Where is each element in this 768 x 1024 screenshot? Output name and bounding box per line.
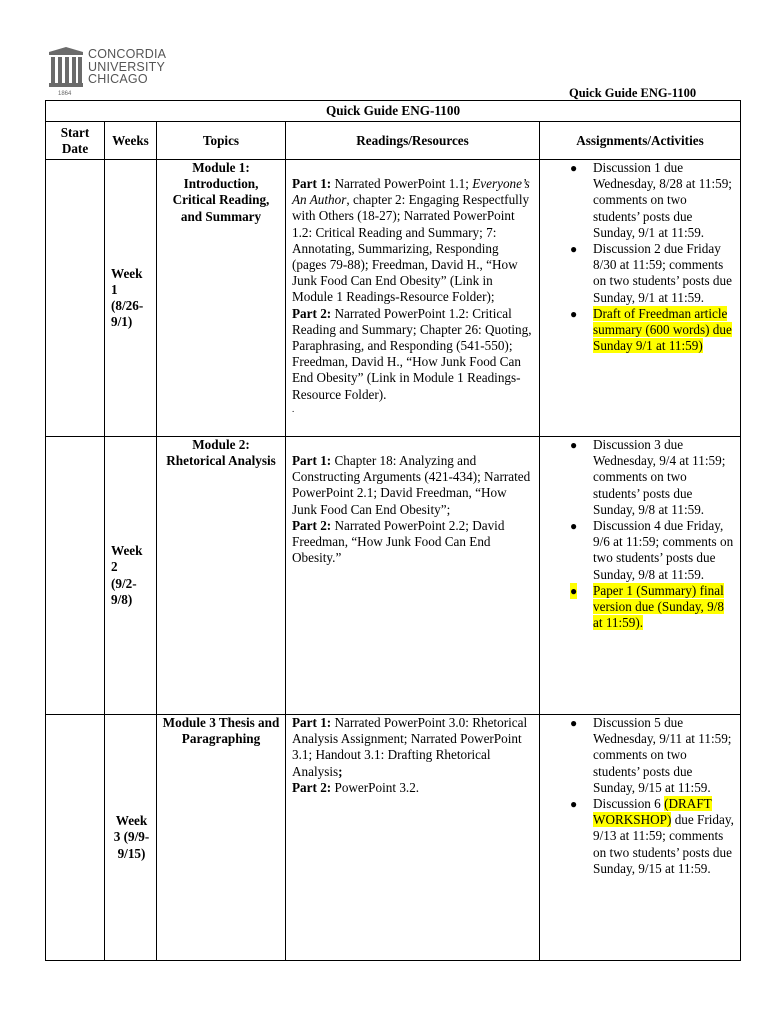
bullet-icon: ● <box>570 242 578 257</box>
table-row-week-1 <box>46 160 741 437</box>
list-item: ● Discussion 6 (DRAFT WORKSHOP) due Friday, 9/13 at 11:59; comments on two students’ posts due Sunday, 9/15 at 11:59. <box>570 796 734 876</box>
column-header-start-date: Start Date <box>46 122 105 160</box>
assignments-cell <box>540 160 741 437</box>
column-header-weeks: Weeks <box>105 122 157 160</box>
list-item: ● Discussion 5 due Wednesday, 9/11 at 11:59; comments on two students’ posts due Sunday, 9/15 at 11:59. <box>570 715 732 795</box>
readings-cell <box>286 715 540 961</box>
bullet-icon: ● <box>570 797 578 812</box>
bullet-icon: ● <box>570 438 578 452</box>
readings-cell: Part 1: Narrated PowerPoint 1.1; Everyone’s An Author, chapter 2: Engaging Respectfully with Others (18-27); Narrated PowerPoint 1.2: Critical Reading and Summary; 7: Annotating, Summarizing, Responding (pages 79-88); Freedman, David H., “How Junk Food Can End Obesity” (Link in Module 1 Readings-Resource Folder); Part 2: Narrated PowerPoint 1.2: Critical Reading and Summary; Chapter 26: Quoting, Paraphrasing, and Responding (541-550); Freedman, David H., “How Junk Food Can End Obesity” (Link in Module 1 Readings-Resource Folder). . <box>286 160 540 437</box>
bullet-icon: ● <box>570 161 578 175</box>
week-cell: Week 3 (9/9-9/15) <box>105 715 157 961</box>
readings-part-1: Part 1: Narrated PowerPoint 1.1; Everyone’s An Author, chapter 2: Engaging Respectfully with Others (18-27); Narrated PowerPoint 1.2: Critical Reading and Summary; 7: Annotating, Summarizing, Responding (pages 79-88); Freedman, David H., “How Junk Food Can End Obesity” (Link in Module 1 Readings-Resource Folder); <box>292 176 530 305</box>
start-date-cell <box>46 437 105 715</box>
readings-part-1: Part 1: Narrated PowerPoint 3.0: Rhetorical Analysis Assignment; Narrated PowerPoint 3.1; Handout 3.1: Drafting Rhetorical Analysis; <box>292 715 528 779</box>
week-cell: Week 1 (8/26-9/1) <box>105 160 157 437</box>
bullet-icon: ● <box>570 583 578 598</box>
column-header-topics: Topics <box>157 122 286 160</box>
bullet-icon: ● <box>570 306 578 321</box>
bullet-icon: ● <box>570 716 578 730</box>
topic-cell: Module 3 Thesis and Paragraphing <box>157 715 286 961</box>
list-item: ● Discussion 2 due Friday 8/30 at 11:59; comments on two students’ posts due Sunday, 9/1 at 11:59. <box>570 241 732 305</box>
list-item: ● Discussion 1 due Wednesday, 8/28 at 11:59; comments on two students’ posts due Sunday, 9/1 at 11:59. <box>570 160 732 240</box>
topic-cell: Module 2: Rhetorical Analysis <box>157 437 286 715</box>
logo-year: 1864 <box>58 91 72 97</box>
assignments-cell <box>540 715 741 961</box>
table-row-week-2 <box>46 437 741 715</box>
column-header-assignments: Assignments/Activities <box>540 122 741 160</box>
logo-wordmark: CONCORDIA UNIVERSITY CHICAGO <box>88 47 167 86</box>
readings-part-1: Part 1: Chapter 18: Analyzing and Constructing Arguments (421-434); Narrated PowerPoint 2.1; David Freedman, “How Junk Food Can End Obesity”; <box>292 453 531 517</box>
assignments-cell <box>540 437 741 715</box>
topic-cell: Module 1: Introduction, Critical Reading, and Summary <box>157 160 286 437</box>
bullet-icon: ● <box>570 519 578 534</box>
list-item: ● Paper 1 (Summary) final version due (Sunday, 9/8 at 11:59). <box>570 582 724 631</box>
table-row-week-3 <box>46 715 741 961</box>
week-cell: Week 2 (9/2-9/8) <box>105 437 157 715</box>
readings-cell <box>286 437 540 715</box>
list-item: ● Draft of Freedman article summary (600 words) due Sunday 9/1 at 11:59) <box>570 305 732 354</box>
list-item: ● Discussion 3 due Wednesday, 9/4 at 11:59; comments on two students’ posts due Sunday, 9/8 at 11:59. <box>570 437 726 517</box>
readings-part-2: Part 2: PowerPoint 3.2. <box>292 779 420 795</box>
table-title: Quick Guide ENG-1100 <box>46 101 741 122</box>
readings-part-2: Part 2: Narrated PowerPoint 2.2; David Freedman, “How Junk Food Can End Obesity.” <box>292 517 505 566</box>
start-date-cell <box>46 160 105 437</box>
column-header-readings: Readings/Resources <box>286 122 540 160</box>
page-header-title: Quick Guide ENG-1100 <box>569 86 697 100</box>
readings-part-2: Part 2: Narrated PowerPoint 1.2: Critical Reading and Summary; Chapter 26: Quoting, Paraphrasing, and Responding (541-550); Freedman, David H., “How Junk Food Can End Obesity” (Link in Module 1 Readings-Resource Folder). <box>292 305 532 402</box>
concordia-columns-icon <box>47 46 85 88</box>
list-item: ● Discussion 4 due Friday, 9/6 at 11:59; comments on two students’ posts due Sunday, 9/8 at 11:59. <box>570 518 734 582</box>
university-logo <box>47 44 187 100</box>
quick-guide-table <box>45 100 741 961</box>
start-date-cell <box>46 715 105 961</box>
